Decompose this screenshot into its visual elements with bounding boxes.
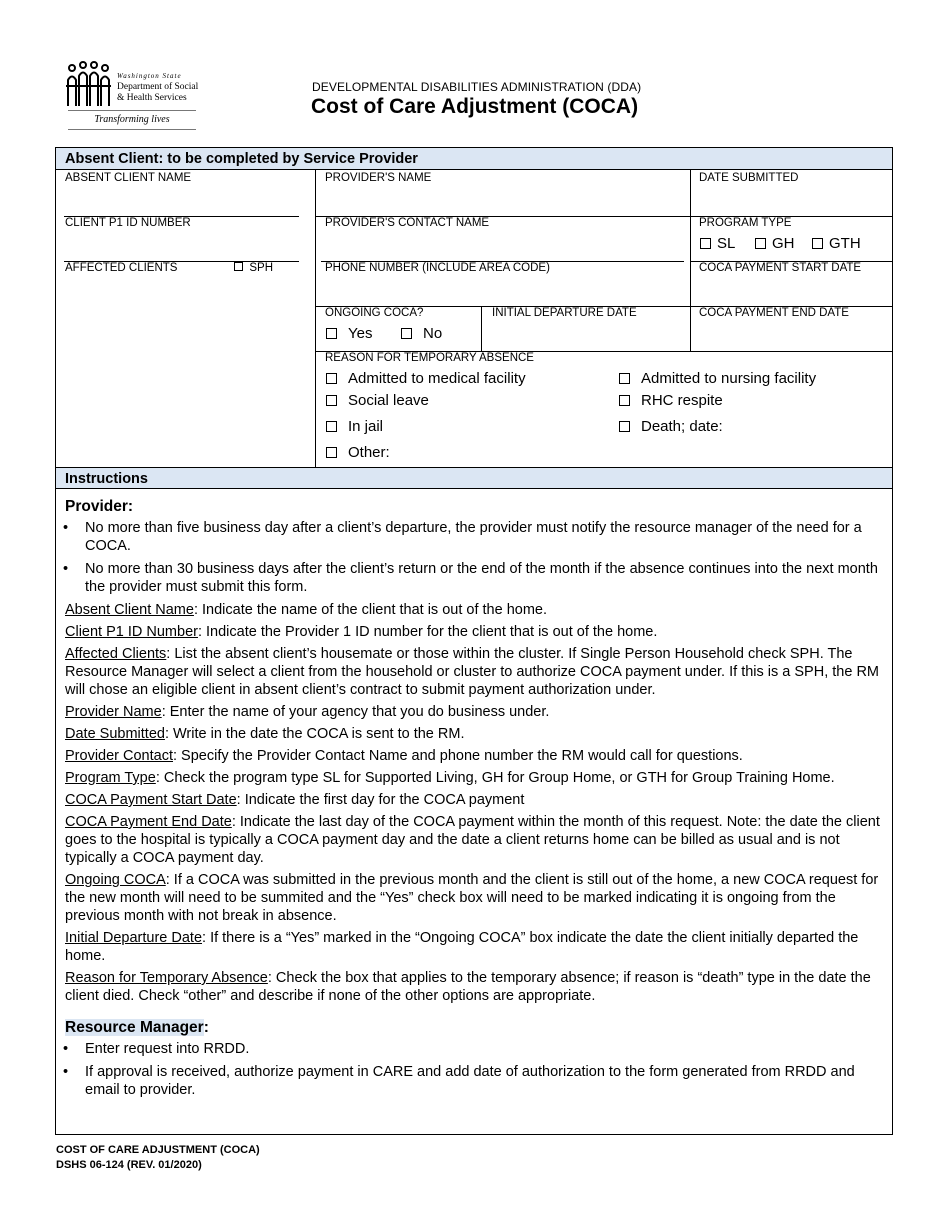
- ongoing-yes-checkbox[interactable]: [326, 328, 337, 339]
- logo-dept-text: Department of Social & Health Services: [117, 82, 199, 103]
- reason-rhc-option[interactable]: [619, 392, 723, 409]
- ongoing-yes-label: Yes: [348, 325, 373, 342]
- reason-death-label: Death; date:: [641, 418, 723, 435]
- providers-contact-name-label: PROVIDER'S CONTACT NAME: [325, 217, 490, 229]
- reason-death-checkbox[interactable]: [619, 421, 630, 432]
- reason-rhc-label: RHC respite: [641, 392, 723, 409]
- list-item: • No more than 30 business days after the client’s return or the end of the month if the absence continues into the next month the provider must submit this form.: [65, 560, 883, 596]
- program-type-label: PROGRAM TYPE: [699, 217, 792, 229]
- reason-nursing-option[interactable]: [619, 370, 816, 387]
- instruction-item: Affected Clients: List the absent client’s housemate or those within the cluster. If Single Person Household check SPH. The Resource Manager will select a client from the household or cluster to authorize COCA payment under. If this is a SPH, the RM will chose an eligible client in absent client’s contract to submit payment authorization under.: [65, 646, 879, 698]
- date-submitted-label: DATE SUBMITTED: [699, 172, 799, 184]
- program-gh-option[interactable]: [755, 235, 795, 252]
- instruction-item: COCA Payment End Date: Indicate the last day of the COCA payment within the month of this request. Note: the date the client goes to the hospital is typically a COCA payment day and the date a client returns home can be billed as usual and is not typically a COCA payment day.: [65, 814, 880, 866]
- form-footer: [56, 1143, 260, 1173]
- instruction-item: Absent Client Name: Indicate the name of the client that is out of the home.: [65, 602, 548, 618]
- people-logo-icon: [64, 60, 114, 108]
- reason-social-label: Social leave: [348, 392, 429, 409]
- reason-nursing-label: Admitted to nursing facility: [641, 370, 817, 387]
- initial-departure-label: INITIAL DEPARTURE DATE: [492, 307, 637, 319]
- reason-medical-option[interactable]: [326, 370, 526, 387]
- sph-label: SPH: [249, 262, 274, 274]
- dshs-logo: [64, 60, 198, 132]
- footer-title: COST OF CARE ADJUSTMENT (COCA): [56, 1144, 260, 1156]
- coca-end-label: COCA PAYMENT END DATE: [699, 307, 849, 319]
- program-sl-label: SL: [717, 235, 736, 252]
- sph-checkbox-row[interactable]: [234, 262, 273, 274]
- providers-name-label: PROVIDER'S NAME: [325, 172, 432, 184]
- provider-heading: Provider:: [65, 498, 134, 515]
- ongoing-no-checkbox[interactable]: [401, 328, 412, 339]
- reason-other-option[interactable]: [326, 444, 390, 461]
- client-p1-id-label: CLIENT P1 ID NUMBER: [65, 217, 191, 229]
- program-gth-label: GTH: [829, 235, 861, 252]
- reason-jail-checkbox[interactable]: [326, 421, 337, 432]
- ongoing-yes-option[interactable]: [326, 325, 372, 342]
- instruction-item: Date Submitted: Write in the date the COCA is sent to the RM.: [65, 726, 465, 742]
- program-sl-checkbox[interactable]: [700, 238, 711, 249]
- reason-death-option[interactable]: [619, 418, 723, 435]
- instruction-item: Initial Departure Date: If there is a “Yes” marked in the “Ongoing COCA” box indicate the date the client initially departed the home.: [65, 930, 859, 964]
- program-gh-label: GH: [772, 235, 795, 252]
- instruction-item: Client P1 ID Number: Indicate the Provider 1 ID number for the client that is out of the home.: [65, 624, 658, 640]
- affected-clients-label: AFFECTED CLIENTS: [65, 262, 178, 274]
- logo-state-text: Washington State: [117, 72, 182, 80]
- ongoing-coca-label: ONGOING COCA?: [325, 307, 424, 319]
- instructions-body: [65, 498, 883, 1104]
- section-heading-instructions: Instructions: [56, 467, 892, 489]
- ongoing-no-label: No: [423, 325, 443, 342]
- program-gh-checkbox[interactable]: [755, 238, 766, 249]
- page-title: Cost of Care Adjustment (COCA): [311, 95, 639, 118]
- footer-form-number: DSHS 06-124 (REV. 01/2020): [56, 1159, 202, 1171]
- agency-name: DEVELOPMENTAL DISABILITIES ADMINISTRATION (DDA): [312, 80, 642, 94]
- reason-jail-option[interactable]: [326, 418, 383, 435]
- absent-client-name-label: ABSENT CLIENT NAME: [65, 172, 192, 184]
- reason-jail-label: In jail: [348, 418, 384, 435]
- instruction-item: COCA Payment Start Date: Indicate the first day for the COCA payment: [65, 792, 525, 808]
- logo-tagline: Transforming lives: [94, 114, 170, 125]
- rm-bullets: [65, 1040, 883, 1099]
- instruction-item: Provider Contact: Specify the Provider Contact Name and phone number the RM would call for questions.: [65, 748, 743, 764]
- sph-checkbox[interactable]: [234, 262, 243, 271]
- reason-label: REASON FOR TEMPORARY ABSENCE: [325, 352, 534, 364]
- program-gth-option[interactable]: [812, 235, 861, 252]
- phone-number-label: PHONE NUMBER (INCLUDE AREA CODE): [325, 262, 550, 274]
- coca-start-label: COCA PAYMENT START DATE: [699, 262, 862, 274]
- reason-social-option[interactable]: [326, 392, 429, 409]
- reason-other-label: Other:: [348, 444, 390, 461]
- list-item: • Enter request into RRDD.: [65, 1040, 883, 1058]
- instruction-item: Provider Name: Enter the name of your agency that you do business under.: [65, 704, 550, 720]
- instruction-item: Reason for Temporary Absence: Check the box that applies to the temporary absence; if reason is “death” type in the date the client died. Check “other” and describe if none of the other options are appropriate.: [65, 970, 871, 1004]
- reason-medical-label: Admitted to medical facility: [348, 370, 526, 387]
- program-gth-checkbox[interactable]: [812, 238, 823, 249]
- instruction-item: Ongoing COCA: If a COCA was submitted in the previous month and the client is still out of the home, a new COCA request for the new month will need to be summited and the “Yes” check box will need to be marked indicating it is ongoing from the previous month with not break in absence.: [65, 872, 879, 924]
- reason-other-checkbox[interactable]: [326, 447, 337, 458]
- instruction-item: Program Type: Check the program type SL for Supported Living, GH for Group Home, or GTH for Group Training Home.: [65, 770, 835, 786]
- list-item: • If approval is received, authorize payment in CARE and add date of authorization to the form generated from RRDD and email to provider.: [65, 1063, 883, 1099]
- reason-medical-checkbox[interactable]: [326, 373, 337, 384]
- ongoing-no-option[interactable]: [401, 325, 442, 342]
- provider-bullets: [65, 519, 883, 596]
- reason-nursing-checkbox[interactable]: [619, 373, 630, 384]
- list-item: • No more than five business day after a client’s departure, the provider must notify the resource manager of the need for a COCA.: [65, 519, 883, 555]
- reason-social-checkbox[interactable]: [326, 395, 337, 406]
- section-heading-absent-client: Absent Client: to be completed by Service Provider: [56, 148, 892, 170]
- coca-form: [55, 147, 893, 1135]
- reason-rhc-checkbox[interactable]: [619, 395, 630, 406]
- resource-manager-heading: Resource Manager:: [65, 1019, 209, 1036]
- program-sl-option[interactable]: [700, 235, 735, 252]
